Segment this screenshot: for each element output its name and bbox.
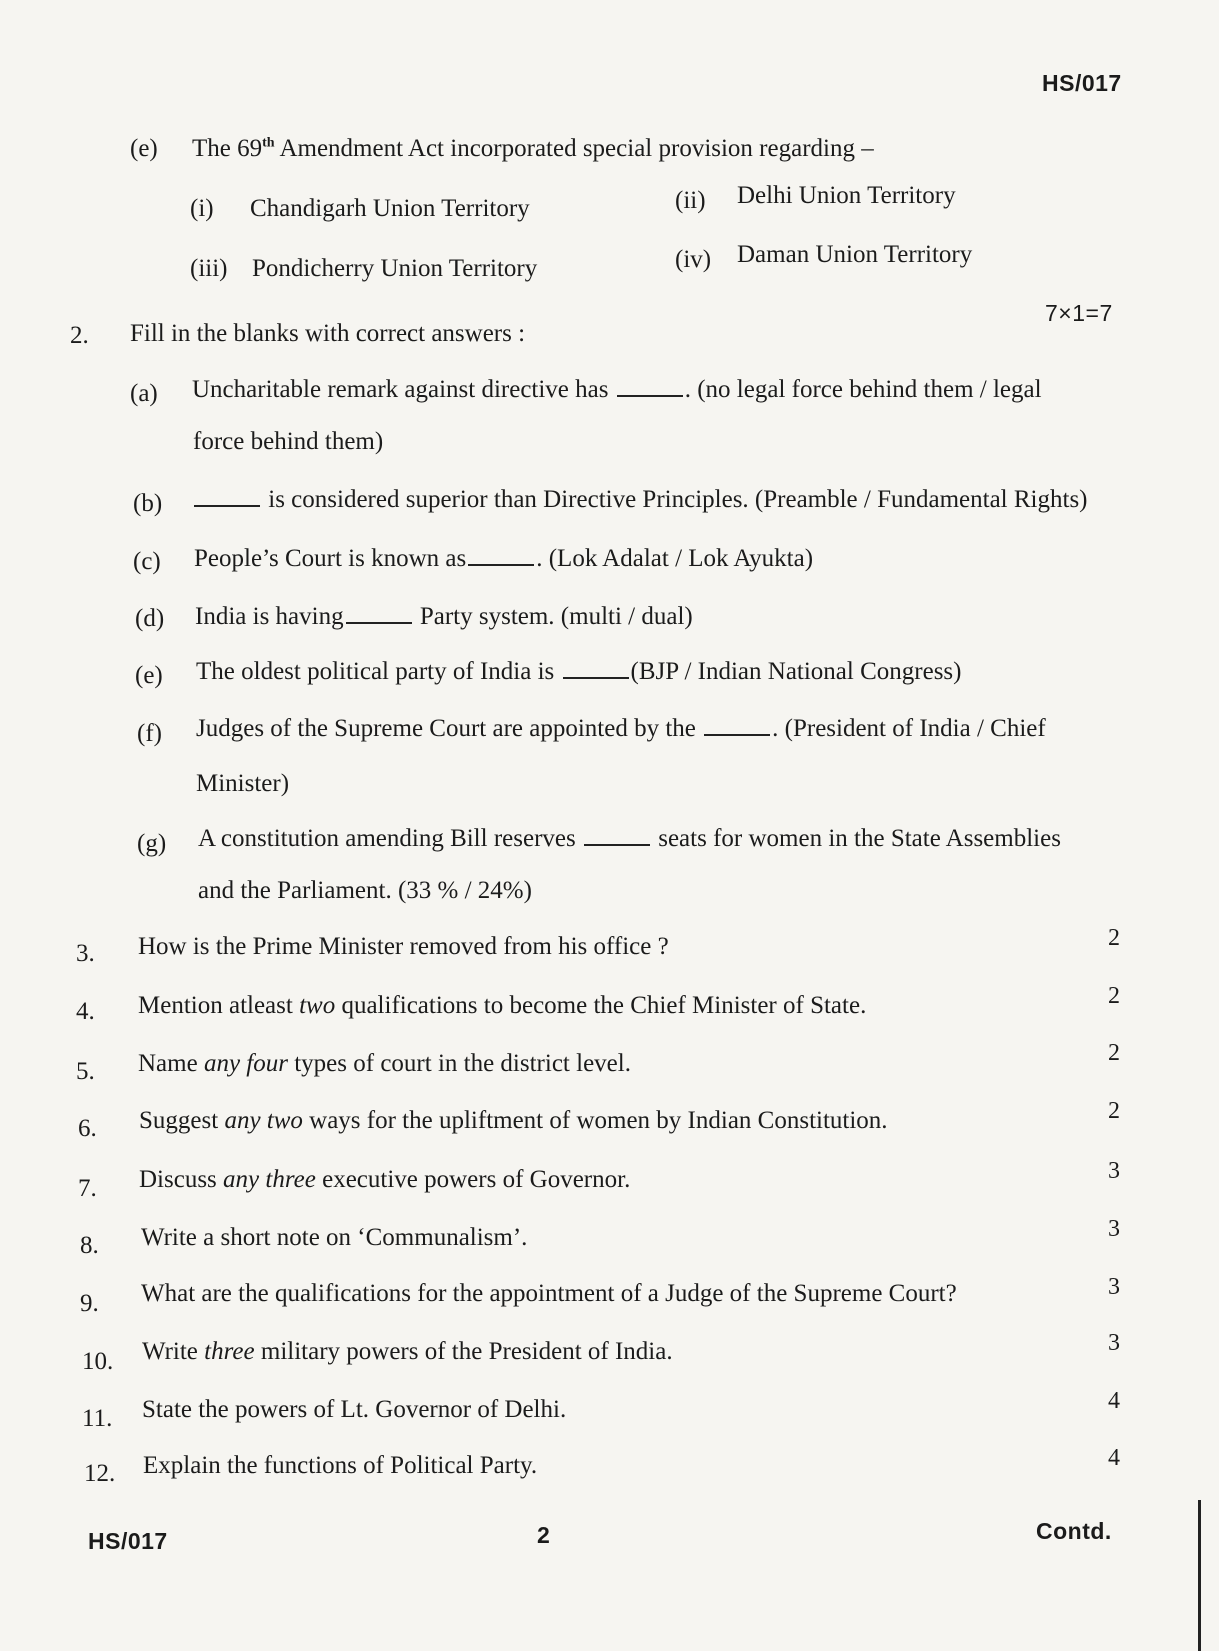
question-marks: 4 xyxy=(1108,1388,1120,1414)
blank-item-label: (f) xyxy=(137,720,162,747)
question-text: Mention atleast two qualifications to become the Chief Minister of State. xyxy=(138,992,867,1019)
blank-item-continued: and the Parliament. (33 % / 24%) xyxy=(198,877,532,904)
blank-item: Uncharitable remark against directive has . (no legal force behind them / legal xyxy=(192,376,1042,403)
question-number: 9. xyxy=(80,1290,99,1317)
answer-blank xyxy=(194,504,260,507)
blank-item: The oldest political party of India is (BJP / Indian National Congress) xyxy=(196,658,962,685)
option-text: Pondicherry Union Territory xyxy=(252,255,538,282)
question-marks: 2 xyxy=(1108,1040,1120,1066)
footer-code: HS/017 xyxy=(88,1528,168,1554)
answer-blank xyxy=(617,394,683,397)
question-text: How is the Prime Minister removed from his office ? xyxy=(138,933,669,960)
question-text: What are the qualifications for the appointment of a Judge of the Supreme Court? xyxy=(141,1280,957,1307)
answer-blank xyxy=(468,563,534,566)
question-marks: 2 xyxy=(1108,1098,1120,1124)
blank-item-label: (c) xyxy=(133,548,161,575)
question-number: 3. xyxy=(76,940,95,967)
question-text: Write a short note on ‘Communalism’. xyxy=(141,1224,528,1251)
question-text: State the powers of Lt. Governor of Delhi. xyxy=(142,1396,567,1423)
option-label: (ii) xyxy=(675,187,706,214)
question-number: 7. xyxy=(78,1175,97,1202)
contd-label: Contd. xyxy=(1036,1518,1112,1544)
question-number: 2. xyxy=(70,322,89,349)
blank-item: A constitution amending Bill reserves seats for women in the State Assemblies xyxy=(198,825,1061,852)
question-marks: 3 xyxy=(1108,1216,1120,1242)
question-text: Write three military powers of the President of India. xyxy=(142,1338,673,1365)
blank-item: People’s Court is known as . (Lok Adalat / Lok Ayukta) xyxy=(194,545,814,572)
question-marks: 4 xyxy=(1108,1445,1120,1471)
question-number: 12. xyxy=(84,1460,116,1487)
question-number: 4. xyxy=(76,998,95,1025)
q1e-label: (e) xyxy=(130,135,158,162)
blank-item-label: (d) xyxy=(135,605,165,632)
q2-marks: 7×1=7 xyxy=(1045,300,1113,326)
question-text: Name any four types of court in the district level. xyxy=(138,1050,631,1077)
blank-item-continued: force behind them) xyxy=(193,428,384,455)
question-marks: 2 xyxy=(1108,983,1120,1009)
answer-blank xyxy=(563,676,629,679)
page-edge-divider xyxy=(1198,1500,1201,1651)
question-marks: 3 xyxy=(1108,1158,1120,1184)
blank-item-continued: Minister) xyxy=(196,770,290,797)
question-text: Explain the functions of Political Party. xyxy=(143,1452,538,1479)
blank-item-label: (e) xyxy=(135,662,163,689)
blank-item-label: (a) xyxy=(130,380,158,407)
question-number: 11. xyxy=(82,1405,113,1432)
option-label: (iv) xyxy=(675,246,712,273)
question-marks: 3 xyxy=(1108,1330,1120,1356)
question-text: Suggest any two ways for the upliftment of women by Indian Constitution. xyxy=(139,1107,888,1134)
q1e-stem: The 69th Amendment Act incorporated special provision regarding – xyxy=(192,135,874,162)
blank-item: Judges of the Supreme Court are appointed by the . (President of India / Chief xyxy=(196,715,1046,742)
question-number: 5. xyxy=(76,1058,95,1085)
option-text: Daman Union Territory xyxy=(737,241,973,268)
q2-text: Fill in the blanks with correct answers : xyxy=(130,320,526,347)
question-number: 8. xyxy=(80,1232,99,1259)
header-code: HS/017 xyxy=(1042,70,1122,96)
answer-blank xyxy=(346,621,412,624)
question-number: 6. xyxy=(78,1115,97,1142)
answer-blank xyxy=(584,843,650,846)
blank-item-label: (b) xyxy=(133,490,163,517)
page-number: 2 xyxy=(537,1522,551,1548)
answer-blank xyxy=(704,733,770,736)
option-label: (i) xyxy=(190,195,214,222)
option-text: Delhi Union Territory xyxy=(737,182,956,209)
question-number: 10. xyxy=(82,1348,114,1375)
question-marks: 3 xyxy=(1108,1274,1120,1300)
blank-item: India is having Party system. (multi / dual) xyxy=(195,603,693,630)
question-text: Discuss any three executive powers of Governor. xyxy=(139,1166,631,1193)
question-marks: 2 xyxy=(1108,925,1120,951)
option-label: (iii) xyxy=(190,255,228,282)
blank-item-label: (g) xyxy=(137,830,167,857)
option-text: Chandigarh Union Territory xyxy=(250,195,530,222)
blank-item: is considered superior than Directive Principles. (Preamble / Fundamental Rights) xyxy=(192,486,1088,514)
